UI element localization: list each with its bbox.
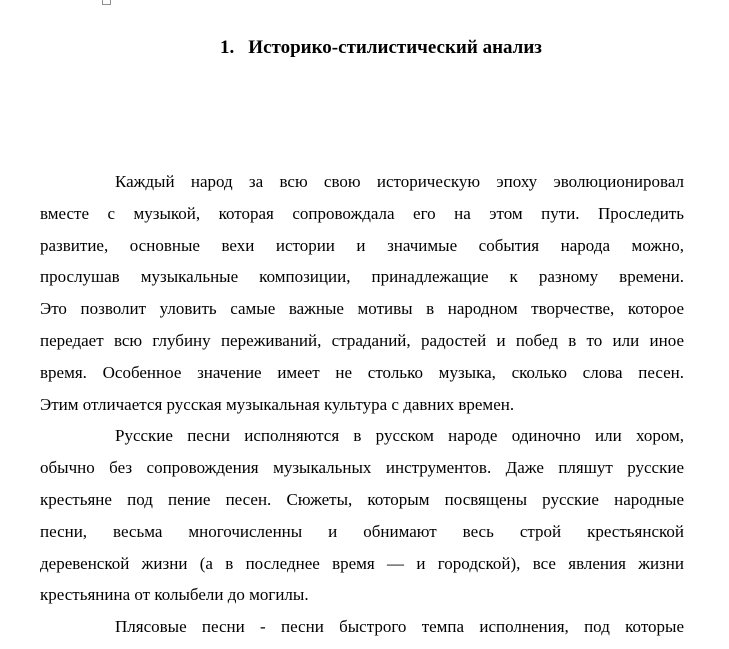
text-line: крестьяне под пение песен. Сюжеты, которым посвящены русские народные	[40, 489, 684, 509]
document-body	[40, 166, 684, 643]
text-line: вместе с музыкой, которая сопровождала его на этом пути. Проследить	[40, 203, 684, 223]
text-line: Русские песни исполняются в русском народе одиночно или хором,	[115, 426, 684, 446]
text-line: передает всю глубину переживаний, страданий, радостей и побед в то или иное	[40, 330, 684, 350]
section-heading-title: Историко-стилистический анализ	[248, 37, 542, 58]
text-line: развитие, основные вехи истории и значимые события народа можно,	[40, 235, 684, 255]
section-heading-number: 1.	[220, 37, 235, 58]
section-heading	[59, 36, 703, 59]
text-line: крестьянина от колыбели до могилы.	[40, 585, 309, 605]
object-anchor-icon[interactable]	[102, 0, 111, 5]
text-line: обычно без сопровождения музыкальных инструментов. Даже пляшут русские	[40, 458, 684, 478]
text-line: песни, весьма многочисленны и обнимают весь строй крестьянской	[40, 521, 684, 541]
text-line: деревенской жизни (а в последнее время — и городской), все явления жизни	[40, 553, 684, 573]
text-line: Плясовые песни - песни быстрого темпа исполнения, под которые	[115, 617, 684, 637]
text-line: Каждый народ за всю свою историческую эпоху эволюционировал	[115, 172, 684, 191]
text-line: Это позволит уловить самые важные мотивы в народном творчестве, которое	[40, 299, 684, 319]
text-line: Этим отличается русская музыкальная культура с давних времен.	[40, 394, 515, 414]
text-line: время. Особенное значение имеет не столько музыка, сколько слова песен.	[40, 362, 684, 382]
text-line: прослушав музыкальные композиции, принадлежащие к разному времени.	[40, 267, 684, 287]
